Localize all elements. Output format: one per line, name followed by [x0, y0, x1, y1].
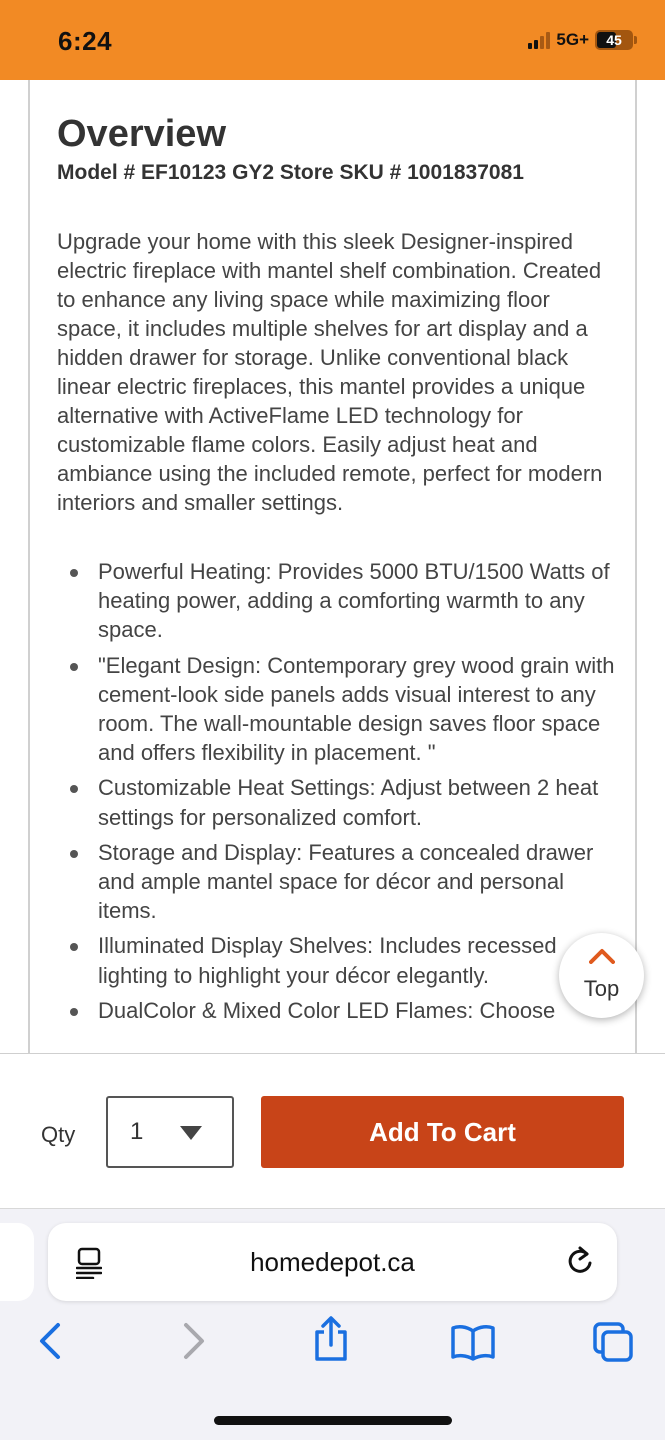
bullet-icon	[70, 850, 78, 858]
previous-tab-preview[interactable]	[0, 1223, 34, 1301]
feature-item: Powerful Heating: Provides 5000 BTU/1500 Watts of heating power, adding a comforting warmth to any space.	[57, 557, 617, 645]
feature-item: Customizable Heat Settings: Adjust between 2 heat settings for personalized comfort.	[57, 773, 617, 831]
back-icon[interactable]	[36, 1321, 64, 1361]
add-to-cart-bar	[0, 1053, 665, 1208]
signal-icon	[528, 31, 550, 49]
feature-item: Storage and Display: Features a concealed drawer and ample mantel space for décor and personal items.	[57, 838, 617, 926]
back-to-top-label: Top	[583, 976, 620, 1001]
tabs-icon[interactable]	[592, 1321, 634, 1363]
share-icon[interactable]	[311, 1315, 351, 1363]
overview-title: Overview	[57, 113, 226, 155]
bullet-icon	[70, 663, 78, 671]
bullet-icon	[70, 943, 78, 951]
model-sku-line: Model # EF10123 GY2 Store SKU # 1001837081	[57, 161, 524, 184]
feature-item: Illuminated Display Shelves: Includes recessed lighting to highlight your décor elegantly.	[57, 931, 617, 989]
back-to-top-button[interactable]	[559, 933, 644, 1018]
bookmarks-icon[interactable]	[450, 1323, 496, 1361]
status-indicators	[528, 30, 633, 50]
network-type: 5G+	[556, 30, 589, 49]
dropdown-caret-icon	[180, 1126, 202, 1140]
bullet-icon	[70, 569, 78, 577]
browser-chrome	[0, 1208, 665, 1440]
feature-item: DualColor & Mixed Color LED Flames: Choose	[57, 996, 617, 1025]
forward-icon[interactable]	[180, 1321, 208, 1361]
battery-level: 45	[606, 32, 622, 48]
qty-label: Qty	[41, 1122, 76, 1147]
status-bar	[0, 0, 665, 80]
address-bar[interactable]	[48, 1223, 617, 1301]
feature-list	[57, 557, 617, 1031]
address-domain: homedepot.ca	[250, 1247, 415, 1277]
overview-section	[28, 80, 637, 1055]
qty-value: 1	[130, 1118, 144, 1145]
browser-toolbar	[0, 1321, 665, 1381]
bullet-icon	[70, 1008, 78, 1016]
reload-icon[interactable]	[565, 1245, 595, 1277]
product-description: Upgrade your home with this sleek Designer-inspired electric fireplace with mantel shelf combination. Created to enhance any living space while maximizing floor space, it includes multiple shelves for art display and a hidden drawer for storage. Unlike conventional black linear electric fireplaces, this mantel provides a unique alternative with ActiveFlame LED technology for customizable flame colors. Easily adjust heat and ambiance using the included remote, perfect for modern interiors and smaller settings.	[57, 229, 603, 515]
bullet-icon	[70, 785, 78, 793]
battery-icon	[595, 30, 633, 50]
feature-item: "Elegant Design: Contemporary grey wood grain with cement-look side panels adds visual interest to any room. The wall-mountable design saves floor space and offers flexibility in placement. "	[57, 651, 617, 768]
add-to-cart-button[interactable]: Add To Cart	[261, 1096, 624, 1168]
home-indicator	[214, 1416, 452, 1425]
qty-select[interactable]	[106, 1096, 234, 1168]
chevron-up-icon	[589, 948, 615, 964]
status-time: 6:24	[58, 26, 113, 56]
